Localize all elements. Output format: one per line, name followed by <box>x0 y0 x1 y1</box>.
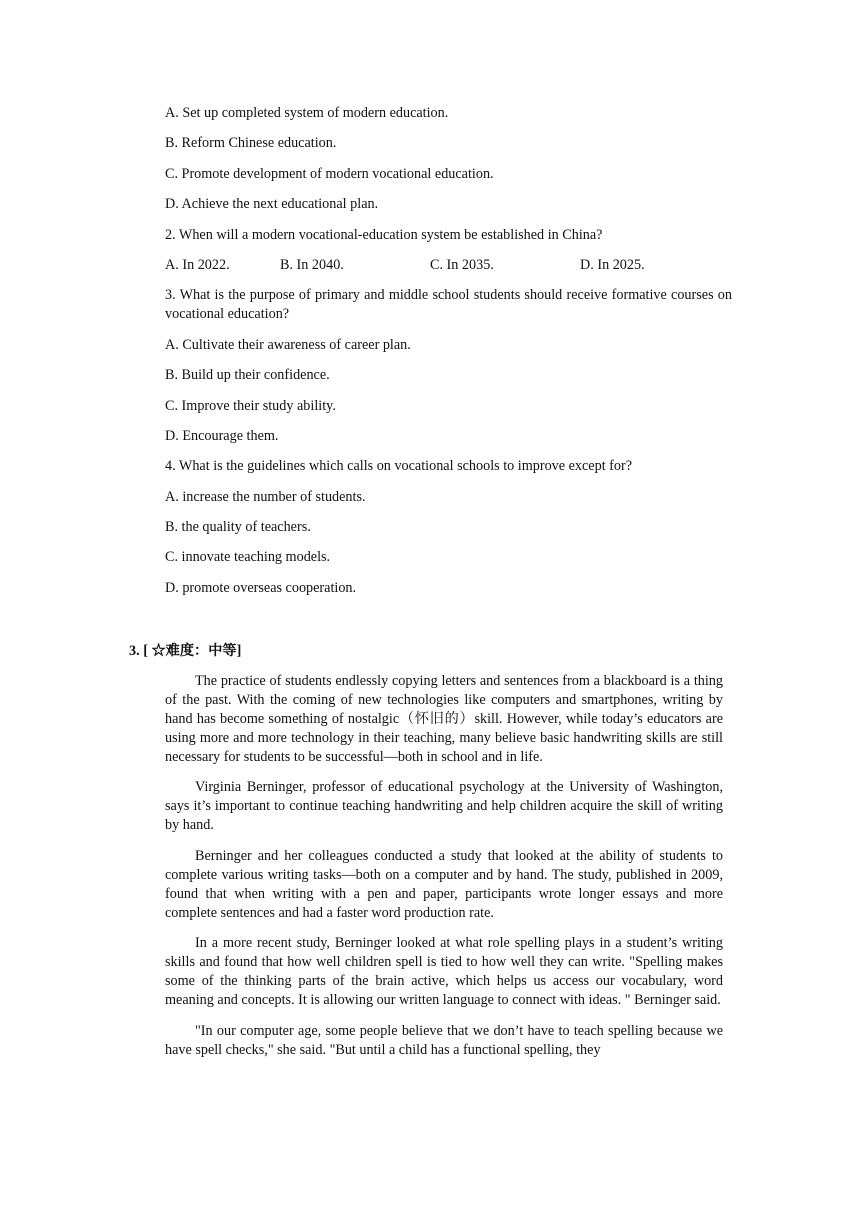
q4-option-d: D. promote overseas cooperation. <box>165 579 357 596</box>
q3-option-a: A. Cultivate their awareness of career plan. <box>165 336 411 353</box>
passage-paragraph-4: In a more recent study, Berninger looked at what role spelling plays in a student’s writing skills and found that how well children spell is tied to how well they can write. "Spelling makes some of the thinking parts of the brain active, which helps us access our vocabulary, word meaning and concepts. It is allowing our written language to connect with ideas. " Berninger said. <box>165 935 723 1009</box>
passage-paragraph-3: Berninger and her colleagues conducted a study that looked at the ability of students to complete various writing tasks—both on a computer and by hand. The study, published in 2009, found that when writing with a pen and paper, participants wrote longer essays and more complete sentences and had a faster word production rate. <box>165 847 723 921</box>
question-4: 4. What is the guidelines which calls on vocational schools to improve except for? <box>165 458 633 475</box>
passage-paragraph-2: Virginia Berninger, professor of educational psychology at the University of Washington, says it’s important to continue teaching handwriting and help children acquire the skill of writing by hand. <box>165 779 723 834</box>
passage-paragraph-5: "In our computer age, some people believe that we don’t have to teach spelling because we have spell checks," she said. "But until a child has a functional spelling, they <box>165 1022 723 1058</box>
section-heading: 3. [ ☆难度：中等] <box>129 643 242 659</box>
q3-option-c: C. Improve their study ability. <box>165 397 336 414</box>
q4-option-b: B. the quality of teachers. <box>165 519 311 536</box>
q1-option-d: D. Achieve the next educational plan. <box>165 196 379 213</box>
q4-option-a: A. increase the number of students. <box>165 488 366 505</box>
q2-option-c: C. In 2035. <box>430 256 494 273</box>
passage-paragraph-1: The practice of students endlessly copying letters and sentences from a blackboard is a thing of the past. With the coming of new technologies like computers and smartphones, writing by hand has become something of nostalgic（怀旧的）skill. However, while today’s educators are using more and more technology in their teaching, many believe basic handwriting skills are still necessary for students to be successful—both in school and in life. <box>165 673 723 765</box>
reading-passage <box>165 672 723 1071</box>
q1-option-a: A. Set up completed system of modern education. <box>165 105 449 121</box>
q2-option-a: A. In 2022. <box>165 256 230 273</box>
q1-option-b: B. Reform Chinese education. <box>165 135 337 152</box>
q2-option-b: B. In 2040. <box>280 256 344 273</box>
q2-options-row <box>165 256 732 275</box>
question-3: 3. What is the purpose of primary and middle school students should receive formative courses on vocational education? <box>165 287 732 323</box>
q3-option-b: B. Build up their confidence. <box>165 367 330 384</box>
q3-option-d: D. Encourage them. <box>165 427 279 444</box>
question-2: 2. When will a modern vocational-education system be established in China? <box>165 226 603 243</box>
questions-block <box>165 104 732 609</box>
q2-option-d: D. In 2025. <box>580 256 645 273</box>
q4-option-c: C. innovate teaching models. <box>165 549 331 566</box>
q1-option-c: C. Promote development of modern vocational education. <box>165 165 494 182</box>
